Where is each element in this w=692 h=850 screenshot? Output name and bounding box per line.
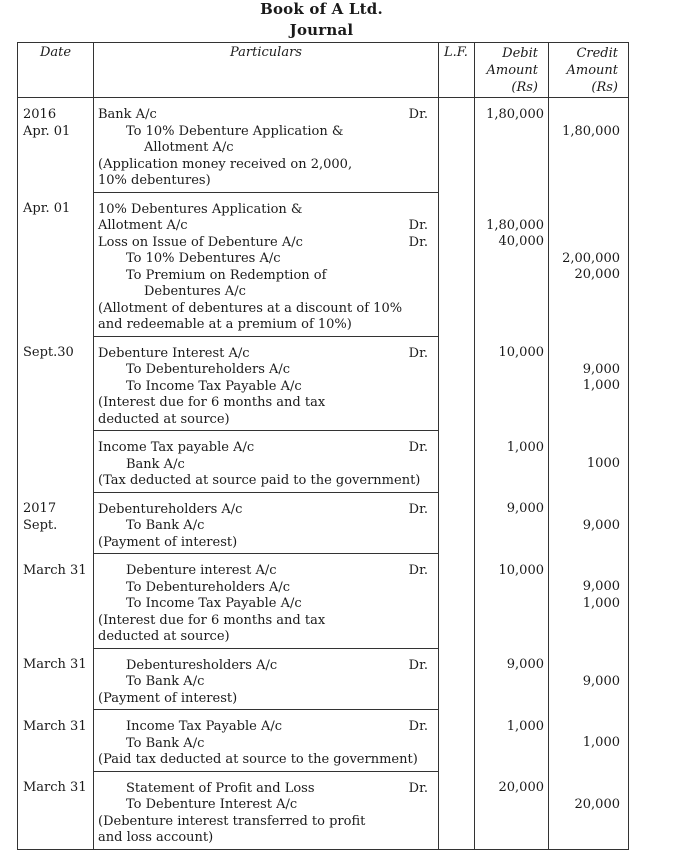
- credit-amount: 1,80,000: [562, 123, 620, 139]
- credit-amount: 9,000: [582, 673, 620, 689]
- particulars-line: [98, 752, 438, 769]
- credit-amount: [549, 107, 620, 124]
- debit-amount: [475, 629, 544, 646]
- entry-date: [18, 771, 94, 849]
- lf-line: [439, 411, 474, 428]
- entry-lf: [439, 771, 475, 849]
- header-lf: L.F.: [439, 43, 475, 98]
- journal-entry-row: [18, 98, 629, 193]
- credit-amount: [549, 201, 620, 218]
- entry-date-line: Apr. 01: [23, 201, 71, 216]
- debit-amount: [475, 797, 544, 814]
- credit-amount: 1,000: [582, 735, 620, 750]
- particulars-text: deducted at source): [98, 629, 230, 644]
- entry-credit: [549, 771, 629, 849]
- particulars-line: [98, 346, 438, 363]
- particulars-line: [98, 629, 438, 646]
- entry-lf: [439, 710, 475, 772]
- entry-credit: [549, 336, 629, 431]
- particulars-line: [98, 691, 438, 708]
- entry-date-line: March 31: [23, 562, 87, 578]
- particulars-text: To Income Tax Payable A/c: [126, 596, 302, 611]
- lf-line: [439, 317, 474, 334]
- lf-line: [439, 518, 474, 535]
- lf-line: [439, 579, 474, 596]
- debit-marker: Dr.: [408, 440, 428, 455]
- journal-table: [17, 42, 629, 850]
- particulars-text: (Payment of interest): [98, 690, 238, 706]
- entry-date-line: Sept.: [23, 517, 58, 533]
- entry-date-line: March 31: [23, 718, 87, 734]
- entry-date: [18, 336, 94, 431]
- particulars-text: (Payment of interest): [98, 534, 238, 550]
- journal-body: [18, 98, 629, 850]
- particulars-line: [98, 235, 438, 252]
- entry-debit: [475, 648, 549, 710]
- entry-debit: [475, 710, 549, 772]
- debit-amount: [475, 612, 544, 629]
- entry-credit: [549, 710, 629, 772]
- particulars-text: Allotment A/c: [98, 218, 188, 233]
- particulars-line: [98, 395, 438, 412]
- debit-amount: 10,000: [498, 562, 544, 578]
- particulars-line: [98, 814, 438, 831]
- entry-credit: [549, 98, 629, 193]
- particulars-text: and redeemable at a premium of 10%): [98, 317, 352, 332]
- journal-entry-row: [18, 648, 629, 710]
- debit-amount: 1,000: [506, 439, 544, 455]
- particulars-text: (Application money received on 2,000,: [98, 156, 353, 172]
- particulars-text: and loss account): [98, 830, 214, 845]
- lf-line: [439, 752, 474, 769]
- header-credit-line: (Rs): [591, 80, 618, 95]
- entry-debit: [475, 192, 549, 336]
- lf-line: [439, 473, 474, 490]
- credit-amount: [549, 140, 620, 157]
- credit-amount: [549, 284, 620, 301]
- entry-date: [18, 192, 94, 336]
- entry-date: [18, 492, 94, 554]
- credit-amount: 9,000: [582, 361, 620, 377]
- debit-amount: [475, 124, 544, 141]
- particulars-text: To Debentureholders A/c: [126, 579, 291, 595]
- particulars-text: Bank A/c: [98, 107, 157, 122]
- credit-amount: [549, 317, 620, 334]
- lf-line: [439, 830, 474, 847]
- credit-amount: [549, 411, 620, 428]
- credit-amount: [549, 612, 620, 629]
- debit-amount: [475, 473, 544, 490]
- journal-entry-row: [18, 192, 629, 336]
- lf-line: [439, 719, 474, 736]
- particulars-text: To 10% Debentures A/c: [126, 251, 281, 266]
- credit-amount: [549, 234, 620, 251]
- book-title: Book of A Ltd.: [260, 0, 383, 18]
- debit-amount: 1,80,000: [486, 217, 544, 233]
- particulars-text: Debentureholders A/c: [98, 501, 243, 517]
- credit-amount: 1000: [586, 456, 620, 471]
- entry-date: [18, 710, 94, 772]
- lf-line: [439, 173, 474, 190]
- debit-amount: 10,000: [498, 345, 544, 360]
- particulars-line: [98, 157, 438, 174]
- particulars-line: [98, 124, 438, 141]
- particulars-line: [98, 251, 438, 268]
- entry-date-line: March 31: [23, 657, 87, 672]
- lf-line: [439, 107, 474, 124]
- debit-amount: [475, 674, 544, 691]
- particulars-line: [98, 473, 438, 490]
- entry-date: [18, 431, 94, 493]
- particulars-line: [98, 502, 438, 519]
- particulars-text: deducted at source): [98, 411, 230, 427]
- particulars-line: [98, 379, 438, 396]
- lf-line: [439, 300, 474, 317]
- particulars-line: [98, 457, 438, 474]
- particulars-text: (Paid tax deducted at source to the government): [98, 752, 418, 767]
- particulars-line: [98, 674, 438, 691]
- debit-marker: Dr.: [408, 719, 428, 734]
- particulars-text: Bank A/c: [126, 456, 185, 472]
- header-debit-line: (Rs): [511, 80, 538, 95]
- header-debit-line: Debit: [502, 46, 538, 61]
- debit-amount: [475, 411, 544, 428]
- debit-amount: [475, 267, 544, 284]
- particulars-line: [98, 535, 438, 552]
- credit-amount: [549, 300, 620, 317]
- particulars-text: Loss on Issue of Debenture A/c: [98, 234, 303, 250]
- entry-date: [18, 648, 94, 710]
- particulars-line: [98, 173, 438, 190]
- lf-line: [439, 813, 474, 830]
- entry-lf: [439, 492, 475, 554]
- particulars-line: [98, 613, 438, 630]
- debit-amount: [475, 300, 544, 317]
- debit-amount: [475, 534, 544, 551]
- particulars-text: To Debentureholders A/c: [126, 362, 291, 377]
- credit-amount: [549, 629, 620, 646]
- debit-amount: 20,000: [498, 780, 544, 795]
- entry-date-line: March 31: [23, 780, 87, 795]
- credit-amount: 9,000: [582, 517, 620, 533]
- debit-marker: Dr.: [408, 345, 428, 361]
- particulars-text: 10% debentures): [98, 173, 211, 188]
- credit-amount: [549, 657, 620, 674]
- particulars-line: [98, 580, 438, 597]
- entry-lf: [439, 554, 475, 649]
- particulars-text: Debentures A/c: [144, 284, 246, 299]
- entry-particulars: [94, 192, 439, 336]
- entry-debit: [475, 771, 549, 849]
- debit-amount: 1,80,000: [486, 107, 544, 122]
- particulars-line: [98, 202, 438, 219]
- debit-marker: Dr.: [408, 501, 428, 517]
- debit-marker: Dr.: [408, 563, 428, 578]
- debit-amount: 40,000: [498, 234, 544, 249]
- journal-entry-row: [18, 492, 629, 554]
- particulars-line: [98, 317, 438, 334]
- credit-amount: [549, 473, 620, 490]
- particulars-line: [98, 736, 438, 753]
- entry-lf: [439, 192, 475, 336]
- entry-debit: [475, 554, 549, 649]
- lf-line: [439, 501, 474, 518]
- entry-lf: [439, 336, 475, 431]
- header-credit-line: Amount: [566, 63, 618, 78]
- lf-line: [439, 124, 474, 141]
- entry-particulars: [94, 710, 439, 772]
- credit-amount: [549, 440, 620, 457]
- credit-amount: 20,000: [574, 796, 620, 812]
- entry-lf: [439, 648, 475, 710]
- particulars-text: To Debenture Interest A/c: [126, 797, 298, 812]
- particulars-text: 10% Debentures Application &: [98, 201, 303, 217]
- debit-amount: 9,000: [506, 501, 544, 516]
- debit-marker: Dr.: [408, 218, 428, 233]
- particulars-text: To Income Tax Payable A/c: [126, 378, 302, 394]
- lf-line: [439, 395, 474, 412]
- entry-date: [18, 554, 94, 649]
- particulars-text: Debenture Interest A/c: [98, 345, 250, 361]
- entry-debit: [475, 98, 549, 193]
- particulars-line: [98, 563, 438, 580]
- particulars-text: To Premium on Redemption of: [126, 267, 327, 283]
- credit-amount: [549, 813, 620, 830]
- debit-marker: Dr.: [408, 107, 428, 122]
- journal-title: Journal: [289, 21, 354, 39]
- entry-date: [18, 98, 94, 193]
- particulars-line: [98, 412, 438, 429]
- lf-line: [439, 534, 474, 551]
- credit-amount: [549, 563, 620, 580]
- debit-amount: [475, 830, 544, 847]
- particulars-line: [98, 781, 438, 798]
- entry-lf: [439, 98, 475, 193]
- credit-amount: [549, 395, 620, 412]
- credit-amount: [549, 719, 620, 736]
- entry-particulars: [94, 98, 439, 193]
- entry-particulars: [94, 554, 439, 649]
- lf-line: [439, 690, 474, 707]
- debit-amount: [475, 735, 544, 752]
- lf-line: [439, 440, 474, 457]
- lf-line: [439, 735, 474, 752]
- credit-amount: [549, 780, 620, 797]
- particulars-line: [98, 218, 438, 235]
- entry-particulars: [94, 431, 439, 493]
- entry-particulars: [94, 648, 439, 710]
- debit-amount: [475, 813, 544, 830]
- journal-entry-row: [18, 336, 629, 431]
- credit-amount: [549, 534, 620, 551]
- particulars-text: To Bank A/c: [126, 674, 205, 689]
- particulars-line: [98, 658, 438, 675]
- entry-lf: [439, 431, 475, 493]
- particulars-text: Income Tax Payable A/c: [126, 719, 283, 734]
- journal-entry-row: [18, 771, 629, 849]
- entry-debit: [475, 492, 549, 554]
- particulars-line: [98, 301, 438, 318]
- particulars-text: To Bank A/c: [126, 518, 205, 533]
- lf-line: [439, 780, 474, 797]
- particulars-line: [98, 107, 438, 124]
- lf-line: [439, 218, 474, 235]
- entry-debit: [475, 336, 549, 431]
- entry-particulars: [94, 492, 439, 554]
- particulars-text: To 10% Debenture Application &: [126, 123, 344, 139]
- lf-line: [439, 378, 474, 395]
- lf-line: [439, 612, 474, 629]
- entry-date-line: Apr. 01: [23, 123, 71, 139]
- debit-amount: [475, 284, 544, 301]
- lf-line: [439, 345, 474, 362]
- lf-line: [439, 284, 474, 301]
- particulars-text: (Tax deducted at source paid to the government): [98, 473, 421, 488]
- debit-amount: 9,000: [506, 657, 544, 672]
- credit-amount: [549, 218, 620, 235]
- header-debit: [475, 43, 549, 98]
- journal-entry-row: [18, 710, 629, 772]
- table-header-row: [18, 43, 629, 98]
- entry-credit: [549, 192, 629, 336]
- particulars-line: [98, 719, 438, 736]
- particulars-text: (Interest due for 6 months and tax: [98, 612, 326, 628]
- debit-amount: [475, 157, 544, 174]
- credit-amount: 20,000: [574, 267, 620, 282]
- debit-amount: [475, 579, 544, 596]
- lf-line: [439, 563, 474, 580]
- particulars-text: Debenturesholders A/c: [126, 657, 278, 673]
- credit-amount: [549, 345, 620, 362]
- credit-amount: 9,000: [582, 579, 620, 594]
- journal-entry-row: [18, 431, 629, 493]
- credit-amount: 1,000: [582, 595, 620, 611]
- lf-line: [439, 157, 474, 174]
- particulars-line: [98, 830, 438, 847]
- particulars-line: [98, 362, 438, 379]
- debit-amount: [475, 690, 544, 707]
- particulars-line: [98, 140, 438, 157]
- journal-entry-row: [18, 554, 629, 649]
- particulars-text: Income Tax payable A/c: [98, 440, 255, 455]
- debit-amount: [475, 173, 544, 190]
- lf-line: [439, 629, 474, 646]
- lf-line: [439, 657, 474, 674]
- entry-particulars: [94, 336, 439, 431]
- particulars-text: Statement of Profit and Loss: [126, 780, 315, 796]
- entry-date-line: 2017: [23, 501, 57, 516]
- particulars-line: [98, 518, 438, 535]
- particulars-text: Allotment A/c: [144, 140, 234, 155]
- debit-amount: [475, 201, 544, 218]
- debit-amount: [475, 752, 544, 769]
- credit-amount: [549, 752, 620, 769]
- credit-amount: [549, 501, 620, 518]
- header-credit-line: Credit: [576, 46, 618, 61]
- debit-amount: [475, 317, 544, 334]
- particulars-line: [98, 596, 438, 613]
- particulars-text: (Debenture interest transferred to profit: [98, 813, 366, 829]
- header-date: Date: [18, 43, 94, 98]
- debit-amount: [475, 251, 544, 268]
- entry-debit: [475, 431, 549, 493]
- entry-date-line: Sept.30: [23, 345, 74, 360]
- entry-credit: [549, 431, 629, 493]
- particulars-text: (Interest due for 6 months and tax: [98, 395, 326, 410]
- particulars-line: [98, 440, 438, 457]
- credit-amount: 2,00,000: [562, 250, 620, 266]
- lf-line: [439, 674, 474, 691]
- debit-amount: [475, 518, 544, 535]
- lf-line: [439, 140, 474, 157]
- particulars-text: To Bank A/c: [126, 735, 205, 751]
- particulars-text: Debenture interest A/c: [126, 563, 277, 578]
- debit-marker: Dr.: [408, 657, 428, 673]
- lf-line: [439, 201, 474, 218]
- debit-amount: [475, 362, 544, 379]
- lf-line: [439, 251, 474, 268]
- debit-amount: [475, 140, 544, 157]
- lf-line: [439, 234, 474, 251]
- debit-amount: [475, 378, 544, 395]
- credit-amount: [549, 690, 620, 707]
- debit-marker: Dr.: [408, 780, 428, 796]
- entry-credit: [549, 648, 629, 710]
- particulars-line: [98, 268, 438, 285]
- debit-marker: Dr.: [408, 234, 428, 250]
- debit-amount: [475, 395, 544, 412]
- header-particulars: Particulars: [94, 43, 439, 98]
- particulars-line: [98, 797, 438, 814]
- lf-line: [439, 456, 474, 473]
- lf-line: [439, 596, 474, 613]
- lf-line: [439, 797, 474, 814]
- credit-amount: [549, 830, 620, 847]
- credit-amount: 1,000: [582, 378, 620, 393]
- debit-amount: 1,000: [506, 718, 544, 734]
- entry-credit: [549, 554, 629, 649]
- particulars-text: (Allotment of debentures at a discount of 10%: [98, 300, 403, 316]
- credit-amount: [549, 173, 620, 190]
- credit-amount: [549, 157, 620, 174]
- debit-amount: [475, 596, 544, 613]
- entry-credit: [549, 492, 629, 554]
- header-debit-line: Amount: [486, 63, 538, 78]
- entry-particulars: [94, 771, 439, 849]
- lf-line: [439, 362, 474, 379]
- entry-date-line: 2016: [23, 107, 57, 122]
- debit-amount: [475, 456, 544, 473]
- lf-line: [439, 267, 474, 284]
- particulars-line: [98, 284, 438, 301]
- header-credit: [549, 43, 629, 98]
